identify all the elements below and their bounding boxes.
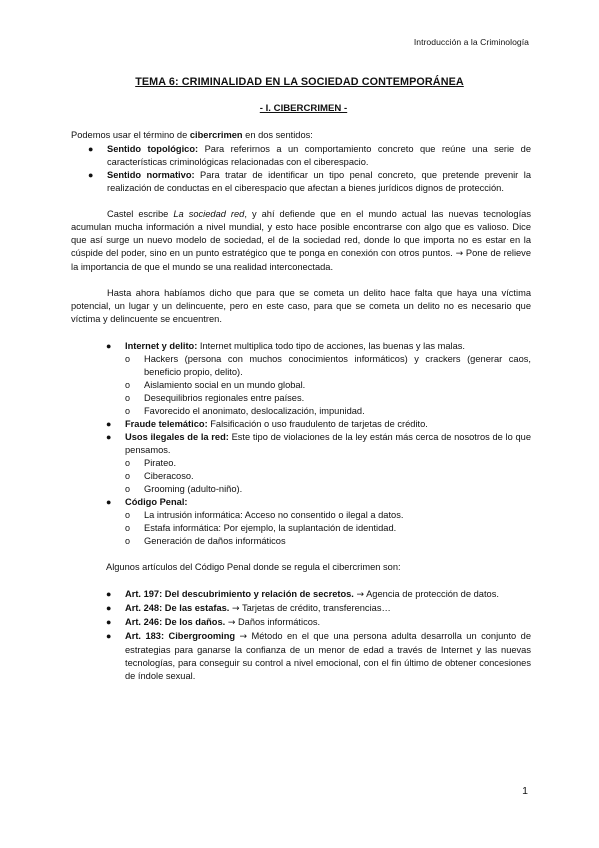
sub-item-text: Estafa informática: Por ejemplo, la suplantación de identidad. bbox=[144, 523, 397, 533]
articles-intro: Algunos artículos del Código Penal donde se regula el cibercrimen son: bbox=[106, 562, 401, 572]
list-item bbox=[106, 588, 531, 602]
document-body bbox=[71, 129, 531, 683]
sub-list-item bbox=[125, 392, 531, 405]
page-title: TEMA 6: CRIMINALIDAD EN LA SOCIEDAD CONTEMPORÁNEA bbox=[135, 76, 464, 88]
item-text: Para referirnos a un comportamiento concreto que reúne una serie de características criminológicas relacionadas con el ciberespacio. bbox=[107, 144, 532, 167]
list-item bbox=[106, 496, 531, 548]
item-label: Fraude telemático: bbox=[125, 419, 208, 429]
item-text: Agencia de protección de datos. bbox=[364, 589, 499, 599]
circle-bullet-icon: o bbox=[125, 406, 131, 416]
list-item bbox=[106, 431, 531, 496]
item-text: Para tratar de identificar un tipo penal concreto, que pretende prevenir la realización de conductas en el ciberespacio que afectan a bienes jurídicos dignos de protección. bbox=[107, 170, 531, 193]
sub-list-item bbox=[125, 405, 531, 418]
sub-item-text: Aislamiento social en un mundo global. bbox=[144, 380, 306, 390]
item-text: Tarjetas de crédito, transferencias… bbox=[239, 603, 391, 613]
item-label: Art. 248: De las estafas. bbox=[125, 603, 230, 613]
sub-list bbox=[125, 353, 531, 418]
item-text: Este tipo de violaciones de la ley están más cerca de nosotros de lo que pensamos. bbox=[125, 432, 532, 455]
sub-list-item bbox=[125, 509, 531, 522]
bullet-icon: ● bbox=[106, 419, 112, 429]
item-label: Sentido normativo: bbox=[107, 170, 195, 180]
item-text: Falsificación o uso fraudulento de tarjetas de crédito. bbox=[207, 419, 428, 429]
intro-term: cibercrimen bbox=[189, 130, 243, 140]
list-item bbox=[106, 630, 531, 683]
bullet-icon: ● bbox=[106, 631, 112, 641]
circle-bullet-icon: o bbox=[125, 393, 131, 403]
delito-paragraph: Hasta ahora habíamos dicho que para que se cometa un delito hace falta que haya una víctima potencial, un lugar y un delincuente, pero en este caso, para que se cometa un delito no es necesario que víctima y delincuente se encuentren. bbox=[71, 288, 531, 324]
circle-bullet-icon: o bbox=[125, 484, 131, 494]
book-title: La sociedad red bbox=[173, 209, 245, 219]
para-text: Castel escribe bbox=[107, 209, 174, 219]
sub-item-text: Grooming (adulto-niño). bbox=[144, 484, 243, 494]
bullet-icon: ● bbox=[106, 341, 112, 351]
categories-list bbox=[106, 340, 531, 548]
sub-list-item bbox=[125, 457, 531, 470]
item-label: Sentido topológico: bbox=[107, 144, 199, 154]
item-text: Daños informáticos. bbox=[235, 617, 321, 627]
circle-bullet-icon: o bbox=[125, 458, 131, 468]
sub-list-item bbox=[125, 483, 531, 496]
item-label: Art. 183: Cibergrooming bbox=[125, 631, 236, 641]
bullet-icon: ● bbox=[106, 497, 112, 507]
arrow-icon: → bbox=[356, 590, 365, 600]
arrow-icon: → bbox=[239, 632, 248, 642]
para-text: Pone de relieve la importancia de que el mundo se una realidad interconectada. bbox=[71, 248, 531, 272]
senses-list bbox=[71, 143, 531, 195]
sub-list-item bbox=[125, 379, 531, 392]
sub-list-item bbox=[125, 535, 531, 548]
para-text: , y ahí defiende que en el mundo actual las nuevas tecnologías acumulan mucha información a nivel mundial, y esto hace posible encontrarse con algo que es valioso. Dice que así surge un nuevo modelo de sociedad, el de la sociedad red, donde lo que importa no es estar en la cúspide del poder, sino en un punto estratégico que te ponga en conexión con otros puntos. bbox=[71, 209, 531, 258]
running-header: Introducción a la Criminología bbox=[413, 37, 529, 47]
item-text: Método en el que una persona adulta desarrolla un conjunto de estrategias para ganarse la confianza de un menor de edad a través de Internet y las nuevas tecnologías, para conseguir su control a nivel emocional, con el fin último de obtener concesiones de índole sexual. bbox=[125, 631, 531, 681]
sub-item-text: Generación de daños informáticos bbox=[144, 536, 286, 546]
sub-item-text: La intrusión informática: Acceso no consentido o ilegal a datos. bbox=[144, 510, 404, 520]
articles-list bbox=[106, 588, 531, 683]
intro-text-end: en dos sentidos: bbox=[242, 130, 313, 140]
sub-item-text: Hackers (persona con muchos conocimientos informáticos) y crackers (generar caos, beneficio propio, delito). bbox=[144, 354, 531, 377]
bullet-icon: ● bbox=[106, 432, 112, 442]
sub-list-item bbox=[125, 522, 531, 535]
bullet-icon: ● bbox=[88, 170, 94, 180]
item-label: Usos ilegales de la red: bbox=[125, 432, 229, 442]
list-item bbox=[106, 616, 531, 630]
circle-bullet-icon: o bbox=[125, 510, 131, 520]
circle-bullet-icon: o bbox=[125, 523, 131, 533]
castells-paragraph bbox=[71, 208, 531, 274]
list-item bbox=[71, 143, 531, 169]
arrow-icon: → bbox=[227, 618, 236, 628]
sub-list bbox=[125, 509, 531, 548]
item-label: Art. 197: Del descubrimiento y relación de secretos. bbox=[125, 589, 354, 599]
item-label: Código Penal: bbox=[125, 497, 188, 507]
sub-item-text: Desequilibrios regionales entre países. bbox=[144, 393, 305, 403]
bullet-icon: ● bbox=[106, 617, 112, 627]
sub-list bbox=[125, 457, 531, 496]
intro-text: Podemos usar el término de bbox=[71, 130, 190, 140]
circle-bullet-icon: o bbox=[125, 471, 131, 481]
sub-item-text: Ciberacoso. bbox=[144, 471, 194, 481]
page-number: 1 bbox=[522, 785, 528, 797]
bullet-icon: ● bbox=[106, 603, 112, 613]
item-label: Art. 246: De los daños. bbox=[125, 617, 226, 627]
list-item bbox=[106, 418, 531, 431]
arrow-icon: → bbox=[455, 249, 464, 259]
section-subtitle: - I. CIBERCRIMEN - bbox=[259, 103, 348, 114]
arrow-icon: → bbox=[231, 604, 240, 614]
circle-bullet-icon: o bbox=[125, 536, 131, 546]
list-item bbox=[106, 340, 531, 418]
item-label: Internet y delito: bbox=[125, 341, 198, 351]
circle-bullet-icon: o bbox=[125, 380, 131, 390]
categories-block bbox=[106, 340, 531, 683]
bullet-icon: ● bbox=[106, 589, 112, 599]
sub-item-text: Favorecido el anonimato, deslocalización, impunidad. bbox=[144, 406, 365, 416]
sub-list-item bbox=[125, 470, 531, 483]
list-item bbox=[71, 169, 531, 195]
bullet-icon: ● bbox=[88, 144, 94, 154]
circle-bullet-icon: o bbox=[125, 354, 131, 364]
intro-paragraph bbox=[71, 129, 531, 142]
list-item bbox=[106, 602, 531, 616]
sub-item-text: Pirateo. bbox=[144, 458, 177, 468]
sub-list-item bbox=[125, 353, 531, 379]
item-text: Internet multiplica todo tipo de acciones, las buenas y las malas. bbox=[197, 341, 466, 351]
